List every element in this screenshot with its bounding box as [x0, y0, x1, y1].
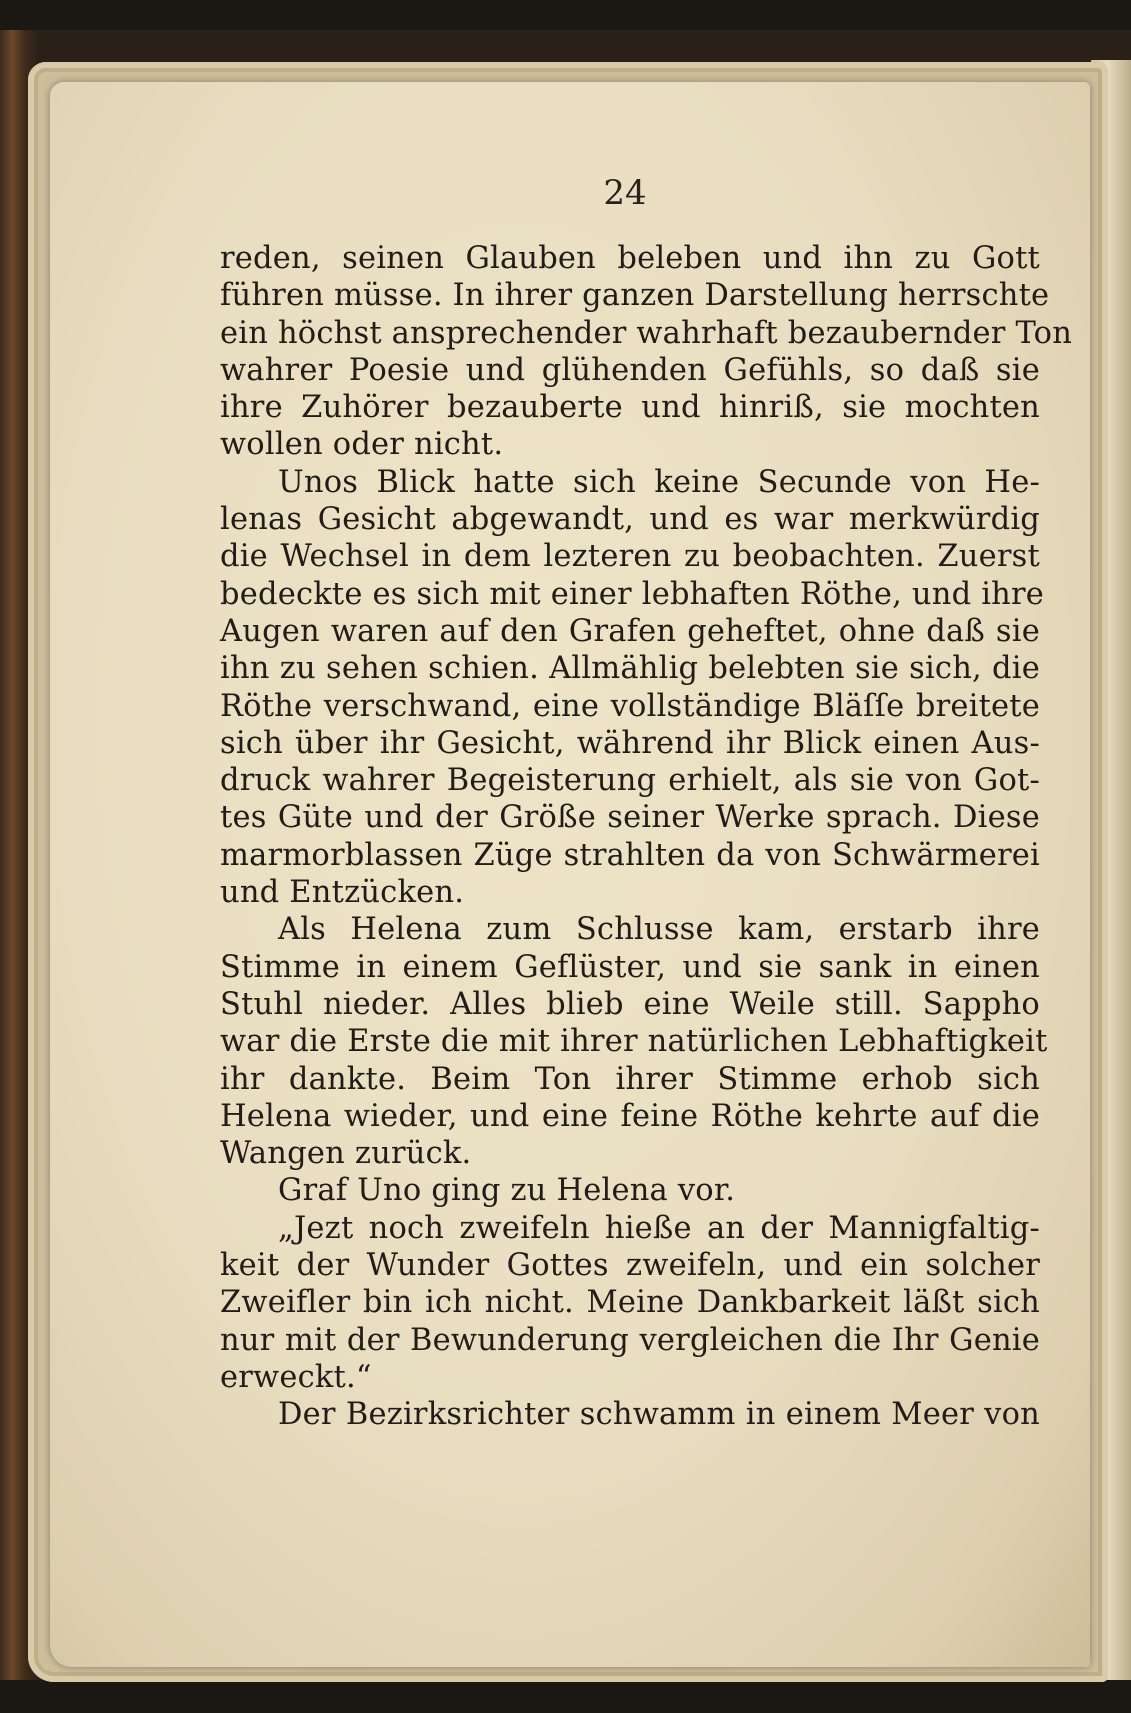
text-line: keit der Wunder Gottes zweifeln, und ein solcher [220, 1248, 1040, 1284]
text-line: reden, seinen Glauben beleben und ihn zu Gott [220, 241, 1040, 276]
text-line: führen müsse. In ihrer ganzen Darstellung herrschte [220, 278, 1050, 314]
text-line: nur mit der Bewunderung vergleichen die Ihr Genie [220, 1322, 1040, 1358]
text-line: „Jezt noch zweifeln hieße an der Mannigfaltig- [278, 1210, 1040, 1246]
body-text [220, 240, 1073, 1434]
text-line: und Entzücken. [220, 875, 465, 911]
text-line: Graf Uno ging zu Helena vor. [278, 1173, 736, 1209]
text-line: Helena wieder, und eine feine Röthe kehrte auf die [220, 1098, 1040, 1134]
text-line: marmorblassen Züge strahlten da von Schwärmerei [220, 837, 1040, 873]
text-line: Unos Blick hatte sich keine Secunde von He- [278, 464, 1040, 500]
text-line: Augen waren auf den Grafen geheftet, ohne daß sie [220, 613, 1040, 649]
text-line: erweckt.“ [220, 1359, 372, 1395]
text-line: ihn zu sehen schien. Allmählig belebten sie sich, die [220, 651, 1040, 687]
text-line: lenas Gesicht abgewandt, und es war merkwürdig [220, 502, 1040, 538]
text-line: Wangen zurück. [220, 1136, 472, 1172]
text-line: die Wechsel in dem lezteren zu beobachten. Zuerst [220, 539, 1040, 575]
text-line: war die Erste die mit ihrer natürlichen Lebhaftigkeit [220, 1024, 1048, 1060]
text-line: wollen oder nicht. [220, 427, 504, 463]
text-line: Zweifler bin ich nicht. Meine Dankbarkeit läßt sich [220, 1285, 1040, 1321]
page-number: 24 [603, 173, 647, 213]
text-line: sich über ihr Gesicht, während ihr Blick einen Aus- [220, 725, 1040, 761]
text-line: bedeckte es sich mit einer lebhaften Röthe, und ihre [220, 576, 1045, 612]
text-line: Stuhl nieder. Alles blieb eine Weile still. Sappho [220, 986, 1040, 1022]
text-line: Der Bezirksrichter schwamm in einem Meer von [278, 1397, 1040, 1433]
text-line: Stimme in einem Geflüster, und sie sank in einen [220, 949, 1040, 985]
text-line: ein höchst ansprechender wahrhaft bezaubernder Ton [220, 315, 1073, 351]
text-line: wahrer Poesie und glühenden Gefühls, so daß sie [220, 352, 1040, 388]
text-line: tes Güte und der Größe seiner Werke sprach. Diese [220, 800, 1040, 836]
text-line: Röthe verschwand, eine vollständige Bläſſe breitete [220, 688, 1040, 724]
text-line: ihre Zuhörer bezauberte und hinriß, sie mochten [220, 390, 1040, 426]
text-line: druck wahrer Begeisterung erhielt, als sie von Got- [220, 763, 1040, 799]
text-line: ihr dankte. Beim Ton ihrer Stimme erhob sich [220, 1061, 1040, 1097]
text-line: Als Helena zum Schlusse kam, erstarb ihre [278, 912, 1040, 948]
